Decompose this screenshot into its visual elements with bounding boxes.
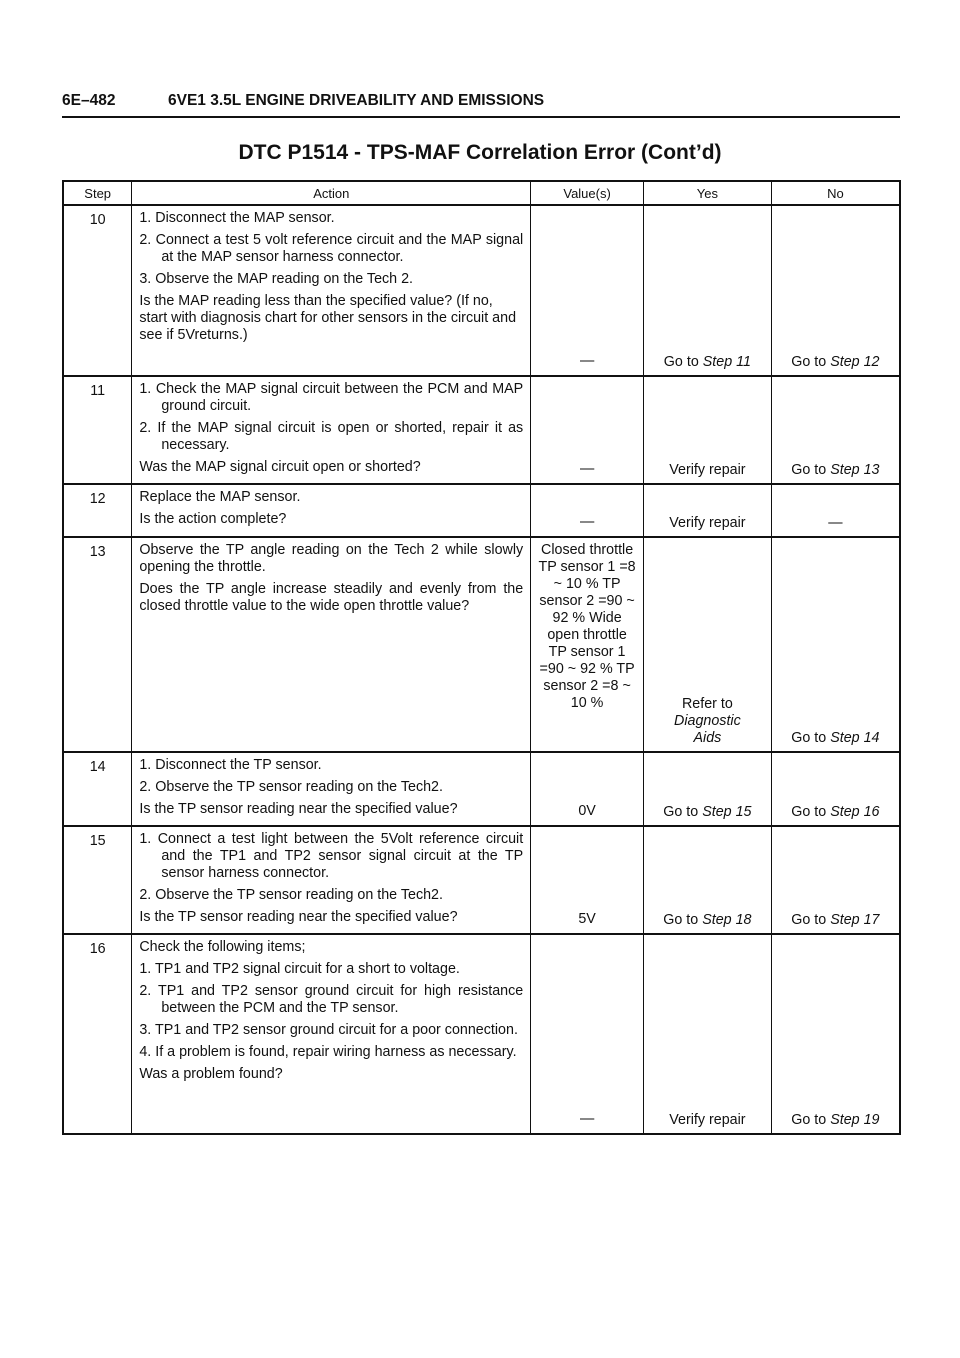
action-line: Replace the MAP sensor. bbox=[139, 489, 301, 505]
no-cell bbox=[771, 826, 900, 934]
yes-prefix: Go to bbox=[663, 804, 703, 820]
action-cell bbox=[132, 537, 531, 752]
step-cell: 16 bbox=[63, 934, 132, 1134]
section-title: 6VE1 3.5L ENGINE DRIVEABILITY AND EMISSIONS bbox=[168, 92, 545, 109]
yes-cell bbox=[643, 205, 771, 376]
value-cell: 5V bbox=[531, 826, 644, 934]
yes-cell bbox=[643, 752, 771, 826]
action-item: 2. If the MAP signal circuit is open or shorted, repair it as necessary. bbox=[139, 420, 524, 453]
action-item: 2. Observe the TP sensor reading on the Tech2. bbox=[139, 887, 443, 903]
no-step-link: Step 12 bbox=[830, 354, 880, 370]
action-item: 3. Observe the MAP reading on the Tech 2. bbox=[139, 271, 414, 287]
value-cell: — bbox=[531, 205, 644, 376]
step-cell: 14 bbox=[63, 752, 132, 826]
no-prefix: Go to bbox=[791, 354, 831, 370]
yes-cell bbox=[643, 537, 771, 752]
yes-cell: Verify repair bbox=[643, 934, 771, 1134]
no-prefix: Go to bbox=[791, 730, 831, 746]
action-line: Observe the TP angle reading on the Tech 2 while slowly opening the throttle. bbox=[139, 542, 524, 575]
action-cell bbox=[132, 752, 531, 826]
value-cell: Closed throttle TP sensor 1 =8 ~ 10 % TP sensor 2 =90 ~ 92 % Wide open throttle TP sensor 1 =90 ~ 92 % TP sensor 2 =8 ~ 10 % bbox=[531, 537, 644, 752]
table-row bbox=[63, 205, 900, 376]
yes-aids-link: Aids bbox=[693, 730, 722, 746]
no-step-link: Step 17 bbox=[830, 912, 880, 928]
yes-cell bbox=[643, 826, 771, 934]
action-line: Does the TP angle increase steadily and evenly from the closed throttle value to the wide open throttle value? bbox=[139, 581, 524, 614]
no-prefix: Go to bbox=[791, 912, 831, 928]
action-cell bbox=[132, 934, 531, 1134]
step-cell: 12 bbox=[63, 484, 132, 537]
step-cell: 13 bbox=[63, 537, 132, 752]
no-step-link: Step 14 bbox=[830, 730, 880, 746]
action-cell bbox=[132, 376, 531, 484]
action-item: 1. TP1 and TP2 signal circuit for a short to voltage. bbox=[139, 961, 460, 977]
action-item: 2. Observe the TP sensor reading on the Tech2. bbox=[139, 779, 443, 795]
action-item: 1. Disconnect the MAP sensor. bbox=[139, 210, 335, 226]
col-header-yes: Yes bbox=[643, 181, 771, 205]
value-cell: — bbox=[531, 934, 644, 1134]
no-prefix: Go to bbox=[791, 804, 831, 820]
table-header-row bbox=[63, 181, 900, 205]
action-item: 1. Check the MAP signal circuit between the PCM and MAP ground circuit. bbox=[139, 381, 524, 414]
action-question: Was the MAP signal circuit open or shorted? bbox=[139, 459, 421, 475]
col-header-step: Step bbox=[63, 181, 132, 205]
action-question: Is the MAP reading less than the specified value? (If no, start with diagnosis chart for other sensors in the circuit and see if 5Vreturns.) bbox=[139, 293, 517, 343]
action-item: 4. If a problem is found, repair wiring harness as necessary. bbox=[139, 1044, 517, 1060]
col-header-action: Action bbox=[132, 181, 531, 205]
yes-prefix: Go to bbox=[663, 354, 703, 370]
yes-step-link: Step 15 bbox=[702, 804, 752, 820]
action-cell bbox=[132, 826, 531, 934]
yes-step-link: Step 11 bbox=[702, 354, 751, 370]
action-item: 2. Connect a test 5 volt reference circuit and the MAP signal at the MAP sensor harness connector. bbox=[139, 232, 524, 265]
yes-step-link: Step 18 bbox=[702, 912, 752, 928]
table-row bbox=[63, 826, 900, 934]
diagnostic-table bbox=[62, 180, 901, 1135]
action-item: 3. TP1 and TP2 sensor ground circuit for a poor connection. bbox=[139, 1022, 518, 1038]
no-cell bbox=[771, 752, 900, 826]
value-cell: — bbox=[531, 376, 644, 484]
no-cell bbox=[771, 537, 900, 752]
table-row bbox=[63, 484, 900, 537]
no-prefix: Go to bbox=[791, 1112, 831, 1128]
step-cell: 10 bbox=[63, 205, 132, 376]
table-row bbox=[63, 376, 900, 484]
action-question: Was a problem found? bbox=[139, 1066, 283, 1082]
yes-diagnostic-link: Diagnostic bbox=[674, 713, 741, 729]
no-prefix: Go to bbox=[791, 462, 831, 478]
no-step-link: Step 19 bbox=[830, 1112, 880, 1128]
no-cell bbox=[771, 205, 900, 376]
action-question: Is the TP sensor reading near the specified value? bbox=[139, 801, 458, 817]
col-header-no: No bbox=[771, 181, 900, 205]
no-cell bbox=[771, 376, 900, 484]
table-row bbox=[63, 752, 900, 826]
page-header bbox=[62, 90, 900, 118]
step-cell: 11 bbox=[63, 376, 132, 484]
no-step-link: Step 16 bbox=[830, 804, 880, 820]
yes-cell: Verify repair bbox=[643, 484, 771, 537]
action-item: 1. Disconnect the TP sensor. bbox=[139, 757, 322, 773]
document-title: DTC P1514 - TPS-MAF Correlation Error (Cont’d) bbox=[238, 141, 722, 164]
value-cell: — bbox=[531, 484, 644, 537]
col-header-values: Value(s) bbox=[531, 181, 644, 205]
action-question: Is the action complete? bbox=[139, 511, 287, 527]
yes-cell: Verify repair bbox=[643, 376, 771, 484]
page-number: 6E–482 bbox=[62, 92, 116, 109]
no-cell bbox=[771, 934, 900, 1134]
action-cell bbox=[132, 205, 531, 376]
no-cell: — bbox=[771, 484, 900, 537]
yes-line: Refer to bbox=[681, 696, 733, 712]
action-item: 1. Connect a test light between the 5Volt reference circuit and the TP1 and TP2 sensor signal circuit at the TP sensor harness connector. bbox=[139, 831, 524, 881]
step-cell: 15 bbox=[63, 826, 132, 934]
action-question: Is the TP sensor reading near the specified value? bbox=[139, 909, 458, 925]
action-lead: Check the following items; bbox=[139, 939, 306, 955]
value-cell: 0V bbox=[531, 752, 644, 826]
yes-prefix: Go to bbox=[663, 912, 703, 928]
action-cell bbox=[132, 484, 531, 537]
no-step-link: Step 13 bbox=[830, 462, 880, 478]
action-item: 2. TP1 and TP2 sensor ground circuit for high resistance between the PCM and the TP sensor. bbox=[139, 983, 524, 1016]
table-row bbox=[63, 537, 900, 752]
table-row bbox=[63, 934, 900, 1134]
